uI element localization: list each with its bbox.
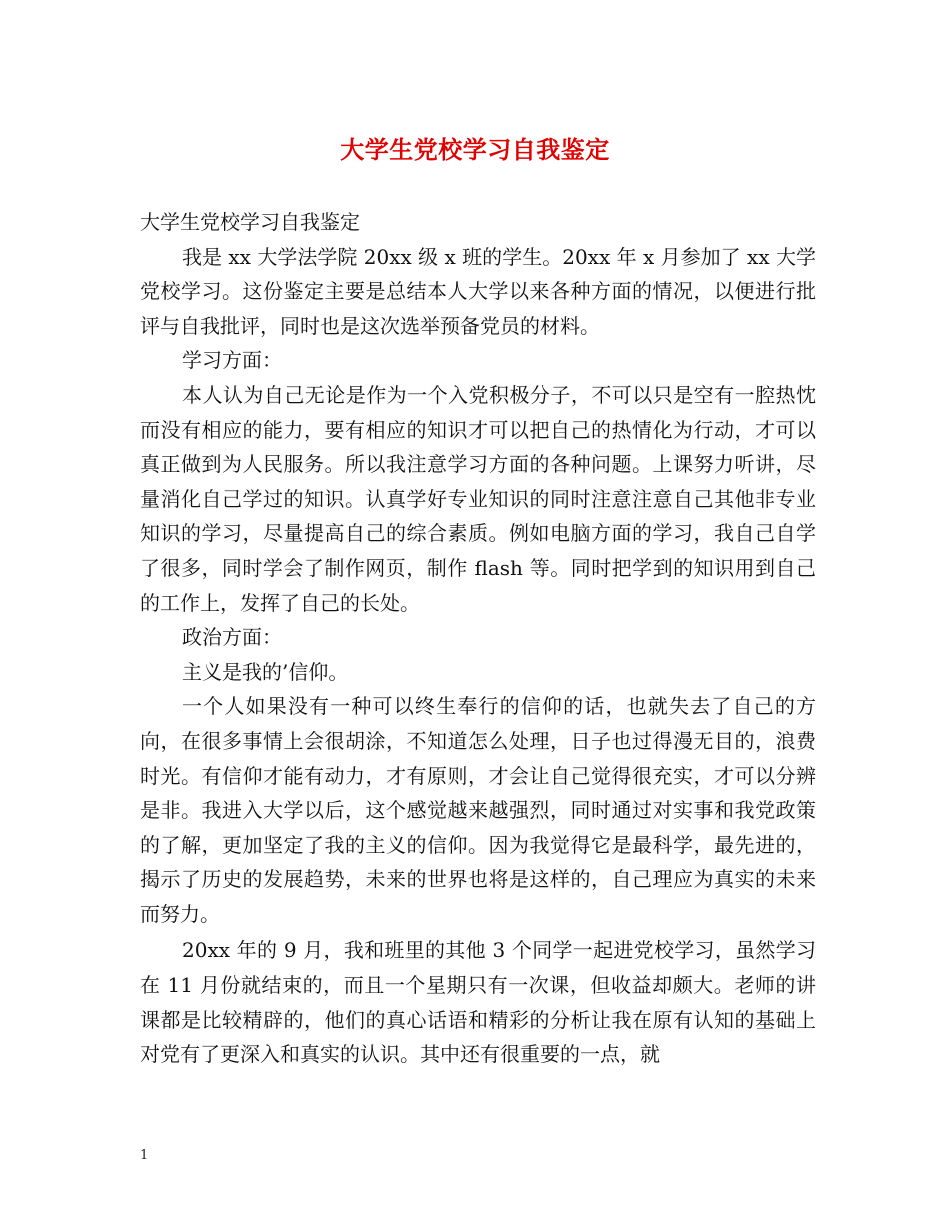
- paragraph-intro: 我是 xx 大学法学院 20xx 级 x 班的学生。20xx 年 x 月参加了 xx 大学党校学习。这份鉴定主要是总结本人大学以来各种方面的情况，以便进行批评与自我批评，同时也是这次选举预备党员的材料。: [140, 244, 816, 338]
- page-number: 1: [140, 1148, 149, 1163]
- document-title: 大学生党校学习自我鉴定: [340, 135, 610, 164]
- section-heading-study: 学习方面：: [182, 348, 282, 373]
- paragraph-study: 本人认为自己无论是作为一个入党积极分子，不可以只是空有一腔热忱而没有相应的能力，要有相应的知识才可以把自己的热情化为行动，才可以真正做到为人民服务。所以我注意学习方面的各种问题。上课努力听讲，尽量消化自己学过的知识。认真学好专业知识的同时注意注意自己其他非专业知识的学习，尽量提高自己的综合素质。例如电脑方面的学习，我自己自学了很多，同时学会了制作网页，制作 flash 等。同时把学到的知识用到自己的工作上，发挥了自己的长处。: [140, 382, 816, 615]
- body-heading: 大学生党校学习自我鉴定: [140, 210, 360, 234]
- document-body: [140, 205, 816, 1072]
- paragraph-party-school: 20xx 年的 9 月，我和班里的其他 3 个同学一起进党校学习，虽然学习在 11 月份就结束的，而且一个星期只有一次课，但收益却颇大。老师的讲课都是比较精辟的，他们的真心话语和精彩的分析让我在原有认知的基础上对党有了更深入和真实的认识。其中还有很重要的一点，就: [140, 938, 816, 1067]
- paragraph-belief: 主义是我的’信仰。: [182, 659, 349, 684]
- section-heading-politics: 政治方面：: [182, 625, 282, 650]
- paragraph-politics: 一个人如果没有一种可以终生奉行的信仰的话，也就失去了自己的方向，在很多事情上会很胡涂，不知道怎么处理，日子也过得漫无目的，浪费时光。有信仰才能有动力，才有原则，才会让自己觉得很充实，才可以分辨是非。我进入大学以后，这个感觉越来越强烈，同时通过对实事和我党政策的了解，更加坚定了我的主义的信仰。因为我觉得它是最科学，最先进的，揭示了历史的发展趋势，未来的世界也将是这样的，自己理应为真实的未来而努力。: [140, 694, 816, 926]
